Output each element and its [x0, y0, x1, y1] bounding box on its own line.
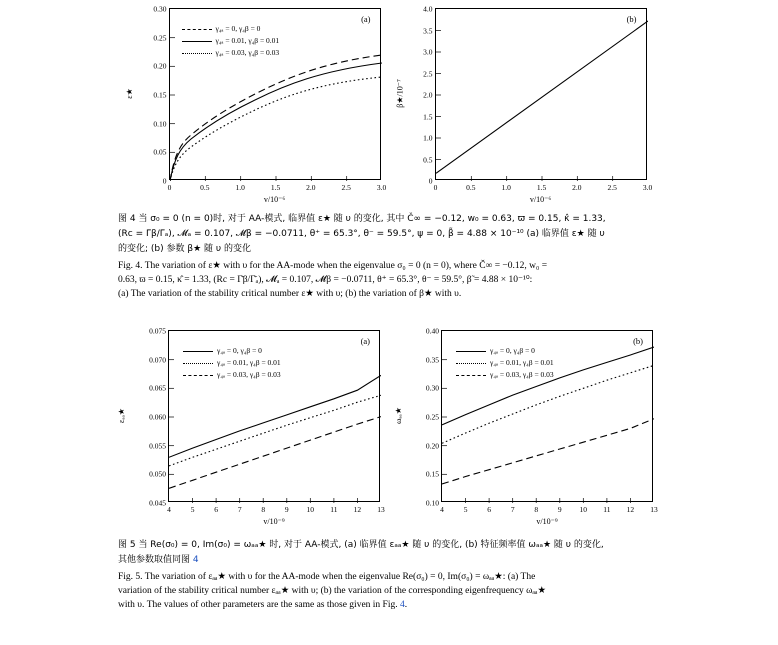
x-tick-label: 1.5 — [270, 183, 281, 192]
x-tick-label: 7 — [510, 505, 515, 514]
figure-4 — [124, 4, 655, 204]
x-tick-label: 0 — [167, 183, 172, 192]
y-tick-label: 0.045 — [149, 498, 166, 508]
x-tick-label: 2.5 — [341, 183, 351, 192]
x-tick-label: 2.0 — [306, 183, 316, 192]
figure-reference-link[interactable]: 4 — [399, 600, 405, 610]
x-tick-label: 9 — [557, 505, 562, 514]
y-tick-label: 0.065 — [149, 383, 166, 393]
figure-5b-x-axis-title: v/10⁻⁹ — [536, 517, 558, 526]
caption-4-cn-line-2: (Rc = Γ̄β/Γ̄ₐ), 𝓜ₐ = 0.107, 𝓜β = −0.0711, θ⁺ = 65.3°, θ⁻ = 59.5°, ψ = 0, β̃ = 4.88 × 10⁻¹⁰ (a) 临界值 ε★ 随 υ — [118, 229, 605, 239]
caption-5-cn-line-2 — [118, 553, 663, 568]
y-tick-label: 0.05 — [153, 147, 167, 157]
x-tick-label: 8 — [261, 505, 266, 514]
y-tick-label: 3.5 — [423, 26, 433, 35]
legend-label: γ₄ₐ = 0.03, γ₄β = 0.03 — [217, 370, 281, 379]
y-tick-label: 0.30 — [153, 4, 167, 14]
figure-4a-curves — [170, 9, 382, 181]
y-tick-label: 0.40 — [425, 326, 439, 336]
caption-4-cn-line-1: 图 4 当 σ₀ = 0 (n = 0)时, 对于 AA-模式, 临界值 ε★ 随 υ 的变化, 其中 Č∞ = −0.12, w₀ = 0.63, ϖ = 0.15, κ̂ = 1.33, — [118, 214, 606, 224]
figure-5a-x-axis-title: v/10⁻⁹ — [263, 517, 285, 526]
y-tick-label: 0 — [428, 176, 433, 186]
figure-5a-plot — [116, 326, 385, 526]
y-tick-label: 0.075 — [149, 326, 166, 336]
x-tick-label: 0.5 — [200, 183, 210, 192]
legend-label: γ₄ₐ = 0, γ₄β = 0 — [215, 24, 261, 33]
y-tick-label: 0.070 — [149, 355, 166, 365]
y-tick-label: 0.15 — [425, 469, 439, 479]
figure-5-panel-b — [393, 326, 658, 526]
x-tick-label: 10 — [579, 505, 588, 514]
caption-4-en-line-2: 0.63, ϖ = 0.15, κ̂ = 1.33, (Rc = Γ̄β/Γ̄ₐ), 𝓜ₐ = 0.107, 𝓜β = −0.0711, θ⁺ = 65.3°, θ⁻ = 59.5°, β̃ = 4.88 × 10⁻¹⁰: — [118, 275, 533, 285]
y-tick-label: 0 — [162, 176, 167, 186]
figure-4a-panel-label: (a) — [361, 14, 371, 24]
caption-5-en-line-3 — [118, 598, 663, 612]
x-tick-label: 10 — [306, 505, 315, 514]
y-tick-label: 0.5 — [423, 155, 433, 164]
x-tick-label: 13 — [650, 505, 658, 514]
figure-4b-x-axis-title: v/10⁻⁶ — [529, 195, 552, 204]
y-tick-label: 2.5 — [423, 69, 433, 78]
x-tick-label: 13 — [377, 505, 385, 514]
figure-5-panel-a — [116, 326, 385, 526]
figure-5b-y-axis-title: ωₐₐ★ — [393, 407, 403, 424]
x-tick-label: 6 — [487, 505, 491, 514]
figure-5-caption — [118, 538, 663, 612]
x-tick-label: 11 — [330, 505, 338, 514]
x-tick-label: 1.0 — [501, 183, 511, 192]
legend-label: γ₄ₐ = 0.01, γ₄β = 0.01 — [215, 36, 280, 45]
x-tick-label: 1.5 — [536, 183, 547, 192]
figure-4-panel-a — [124, 4, 387, 204]
legend-label: γ₄ₐ = 0.03, γ₄β = 0.03 — [490, 370, 554, 379]
legend-label: γ₄ₐ = 0.01, γ₄β = 0.01 — [217, 358, 281, 367]
x-tick-label: 12 — [353, 505, 362, 514]
x-tick-label: 6 — [214, 505, 218, 514]
x-tick-label: 0.5 — [466, 183, 476, 192]
caption-5-cn-line-1: 图 5 当 Re(σ₀) = 0, Im(σ₀) = ωₐₐ★ 时, 对于 AA-模式, (a) 临界值 εₐₐ★ 随 υ 的变化, (b) 特征频率值 ωₐₐ★ 随 υ 的变化, — [118, 540, 604, 550]
y-tick-label: 2.0 — [423, 90, 433, 100]
caption-4-cn-line-3: 的变化; (b) 参数 β★ 随 υ 的变化 — [118, 244, 251, 254]
legend-label: γ₄ₐ = 0.03, γ₄β = 0.03 — [215, 48, 280, 57]
x-tick-label: 4 — [167, 505, 171, 514]
figure-4b-panel-label: (b) — [626, 14, 637, 24]
x-tick-label: 5 — [190, 505, 195, 514]
legend-label: γ₄ₐ = 0, γ₄β = 0 — [217, 346, 262, 355]
x-tick-label: 8 — [534, 505, 539, 514]
caption-5-en-line-2: variation of the stability critical number εₐₐ★ with υ; (b) the variation of the corresponding eigenfrequency ωₐₐ★ — [118, 586, 547, 596]
figure-5a-y-axis-title: εₐₐ★ — [116, 408, 126, 423]
x-tick-label: 0 — [433, 183, 438, 192]
y-tick-label: 1.0 — [423, 133, 433, 143]
x-tick-label: 3.0 — [642, 183, 653, 192]
y-tick-label: 0.35 — [425, 355, 439, 365]
figure-5-panels — [116, 326, 662, 526]
figure-4b-plot — [395, 4, 653, 204]
figure-4-panels — [124, 4, 655, 204]
caption-4-en-line-3: (a) The variation of the stability critical number ε★ with υ; (b) the variation of β★ with υ. — [118, 289, 462, 299]
figure-5 — [116, 326, 662, 526]
y-tick-label: 3.0 — [423, 47, 433, 57]
x-tick-label: 2.0 — [572, 183, 582, 192]
legend-label: γ₄ₐ = 0.01, γ₄β = 0.01 — [490, 358, 554, 367]
figure-4b-curves — [436, 9, 648, 181]
y-tick-label: 1.5 — [423, 112, 433, 121]
figure-4-caption — [118, 212, 663, 301]
x-tick-label: 12 — [626, 505, 635, 514]
x-tick-label: 1.0 — [235, 183, 245, 192]
figure-5b-plot — [393, 326, 658, 526]
figure-reference-link[interactable]: 4 — [192, 555, 199, 565]
figure-4b-y-axis-title: β★/10⁻⁷ — [395, 79, 405, 108]
y-tick-label: 4.0 — [423, 4, 433, 14]
figure-4-panel-b — [395, 4, 653, 204]
y-tick-label: 0.055 — [149, 441, 166, 451]
figure-4a-x-axis-title: v/10⁻⁶ — [263, 195, 286, 204]
x-tick-label: 7 — [237, 505, 242, 514]
legend-label: γ₄ₐ = 0, γ₄β = 0 — [490, 346, 535, 355]
caption-5-cn-line-2-text: 其他参数取值同图 — [118, 555, 193, 565]
y-tick-label: 0.050 — [149, 469, 166, 479]
figure-5b-curves — [442, 331, 654, 503]
y-tick-label: 0.20 — [153, 61, 167, 71]
x-tick-label: 3.0 — [376, 183, 387, 192]
x-tick-label: 2.5 — [607, 183, 617, 192]
figure-5a-panel-label: (a) — [360, 336, 370, 346]
figure-5b-panel-label: (b) — [633, 336, 643, 346]
caption-5-en-line-1: Fig. 5. The variation of εₐₐ★ with υ for the AA-mode when the eigenvalue Re(σ₀) = 0, Im(σ₀) = ωₐₐ★: (a) The — [118, 572, 536, 582]
y-tick-label: 0.060 — [149, 412, 166, 422]
y-tick-label: 0.20 — [425, 441, 439, 451]
y-tick-label: 0.10 — [153, 119, 167, 129]
caption-5-en-line-3-end: . — [404, 600, 408, 610]
y-tick-label: 0.15 — [153, 90, 167, 100]
y-tick-label: 0.10 — [425, 498, 439, 508]
y-tick-label: 0.25 — [425, 412, 439, 422]
x-tick-label: 5 — [463, 505, 468, 514]
y-tick-label: 0.30 — [425, 383, 439, 393]
x-tick-label: 9 — [284, 505, 289, 514]
y-tick-label: 0.25 — [153, 33, 167, 43]
caption-5-en-line-3-text: with υ. The values of other parameters are the same as those given in Fig. — [118, 600, 400, 610]
figure-4a-plot — [124, 4, 387, 204]
x-tick-label: 11 — [603, 505, 611, 514]
figure-4a-y-axis-title: ε★ — [124, 88, 134, 99]
figure-5a-curves — [169, 331, 381, 503]
caption-4-en-line-1: Fig. 4. The variation of ε★ with υ for the AA-mode when the eigenvalue σ₀ = 0 (n = 0), where Č∞ = −0.12, w₀ = — [118, 261, 548, 271]
x-tick-label: 4 — [440, 505, 444, 514]
